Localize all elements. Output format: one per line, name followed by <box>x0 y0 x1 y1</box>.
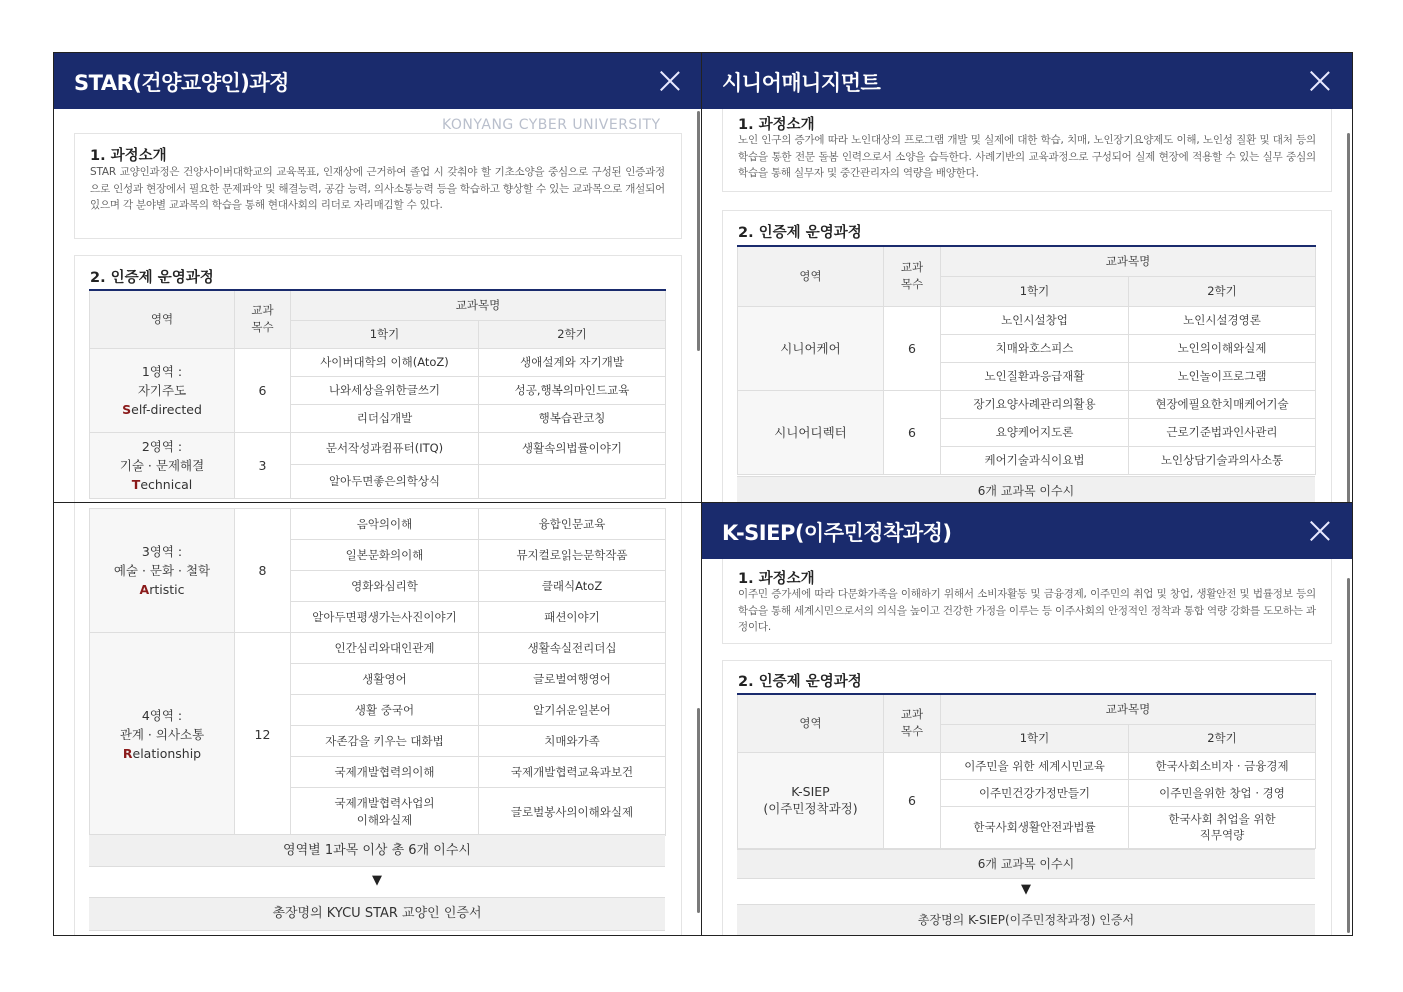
star-panel-header <box>54 53 702 109</box>
course-cell: 알아두면좋은의학상식 <box>291 464 479 498</box>
semester2-header: 2학기 <box>1129 276 1316 306</box>
course-cell: 생활영어 <box>291 664 479 695</box>
course-cell: 노인질환과응급재활 <box>941 362 1129 390</box>
requirement-row: 영역별 1과목 이상 총 6개 이수시 <box>89 834 665 867</box>
area-english-cap: T <box>131 476 141 492</box>
course-cell: 근로기준법과인사관리 <box>1129 418 1316 446</box>
star-panel-title: STAR(건양교양인)과정 <box>74 71 289 95</box>
course-cell: 현장에필요한치매케어기술 <box>1129 390 1316 418</box>
course-cell: 행복습관코칭 <box>479 404 666 432</box>
area-count: 6 <box>884 752 941 848</box>
table-heading: 2. 인증제 운영과정 <box>738 225 862 241</box>
area-label: 3영역 : <box>141 544 183 559</box>
course-cell: 노인시설경영론 <box>1129 306 1316 334</box>
area-sub: 예술 · 문화 · 철학 <box>113 563 211 578</box>
intro-box <box>74 133 682 239</box>
course-cell: 성공,행복의마인드교육 <box>479 376 666 404</box>
area-english-cap: A <box>139 582 150 597</box>
course-cell: 치매와가족 <box>479 726 666 757</box>
scrollbar[interactable] <box>1347 578 1350 933</box>
scrollbar[interactable] <box>697 708 700 913</box>
requirement-row: 6개 교과목 이수시 <box>737 476 1315 503</box>
course-cell: 음악의이해 <box>291 509 479 540</box>
watermark-text: KONYANG CYBER UNIVERSITY <box>442 117 661 133</box>
ksiep-course-table <box>737 693 1316 849</box>
course-cell: 노인의이해와실제 <box>1129 334 1316 362</box>
area-english-rest: echnical <box>140 476 193 492</box>
down-arrow-icon: ▼ <box>372 873 382 888</box>
course-cell: 사이버대학의 이해(AtoZ) <box>291 348 479 376</box>
course-cell: 요양케어지도론 <box>941 418 1129 446</box>
area-english <box>94 475 230 494</box>
course-cell <box>479 464 666 498</box>
star-course-panel <box>53 52 702 503</box>
intro-text: STAR 교양인과정은 건양사이버대학교의 교육목표, 인재상에 근거하여 졸업 시 갖춰야 할 기초소양을 중심으로 구성된 인증과정으로 인성과 현장에서 필요한 문제파악 및 해결능력, 공감 능력, 의사소통능력 등을 학습하고 향상할 수 있는 교과목으로 개설되어 있으며 각 분야별 교과목의 학습을 통해 현대사회의 리더로 자리매김할 수 있다. <box>90 166 665 211</box>
area-sub: 관계 · 의사소통 <box>119 726 205 742</box>
table-heading: 2. 인증제 운영과정 <box>90 270 214 286</box>
scrollbar[interactable] <box>1347 133 1350 503</box>
course-cell: 이주민을 위한 세계시민교육 <box>941 752 1129 779</box>
area-header: 영역 <box>738 246 884 306</box>
count-header: 교과 목수 <box>235 290 291 348</box>
course-cell: 자존감을 키우는 대화법 <box>291 726 479 757</box>
area-count: 6 <box>884 306 941 390</box>
intro-heading: 1. 과정소개 <box>738 571 815 587</box>
area-count: 6 <box>884 390 941 474</box>
course-cell: 문서작성과컴퓨터(ITQ) <box>291 432 479 464</box>
course-cell: 나와세상을위한글쓰기 <box>291 376 479 404</box>
course-cell: 클래식AtoZ <box>479 571 666 602</box>
area-english-rest: elationship <box>132 745 202 761</box>
intro-text: 이주민 증가세에 따라 다문화가족을 이해하기 위해서 소비자활동 및 금융경제, 이주민의 취업 및 창업, 생활안전 및 법률정보 등의 학습을 통해 세계시민으로서의 의식을 높이고 건강한 가정을 이루는 등 이주사회의 안정적인 정착과 통합 역량 강화를 도모하는 과정이다. <box>738 588 1316 633</box>
close-icon[interactable] <box>660 71 680 91</box>
subjects-header: 교과목명 <box>941 246 1316 276</box>
area-sub: 기술 · 문제해결 <box>119 457 205 473</box>
area-cell <box>90 633 235 836</box>
area-count: 3 <box>235 432 291 498</box>
area-cell: K-SIEP (이주민정착과정) <box>738 752 884 848</box>
requirement-row: 6개 교과목 이수시 <box>737 849 1315 879</box>
subjects-header: 교과목명 <box>941 694 1316 724</box>
course-cell: 일본문화의이해 <box>291 540 479 571</box>
course-cell: 국제개발협력교육과보건 <box>479 757 666 788</box>
intro-box <box>722 109 1332 192</box>
table-heading: 2. 인증제 운영과정 <box>738 674 862 690</box>
area-sub: 자기주도 <box>137 382 187 398</box>
area-label: 1영역 : <box>141 363 183 379</box>
intro-heading: 1. 과정소개 <box>738 117 815 133</box>
area-english-rest: rtistic <box>149 582 185 597</box>
course-cell: 알기쉬운일본어 <box>479 695 666 726</box>
area-label: 4영역 : <box>141 707 183 723</box>
course-cell: 인간심리와대인관계 <box>291 633 479 664</box>
area-english <box>94 580 230 599</box>
semester1-header: 1학기 <box>291 320 479 348</box>
close-icon[interactable] <box>1310 521 1330 541</box>
course-cell: 한국사회소비자 · 금융경제 <box>1129 752 1316 779</box>
course-cell: 국제개발협력사업의 이해와실제 <box>291 788 479 836</box>
count-header: 교과 목수 <box>884 694 941 752</box>
area-header: 영역 <box>738 694 884 752</box>
star-course-table-continued <box>89 508 666 836</box>
area-cell: 시니어디렉터 <box>738 390 884 474</box>
course-cell: 리더십개발 <box>291 404 479 432</box>
senior-course-table <box>737 245 1316 475</box>
semester1-header: 1학기 <box>941 276 1129 306</box>
ksiep-panel-title: K-SIEP(이주민정착과정) <box>722 521 952 545</box>
course-cell: 생활속의법률이야기 <box>479 432 666 464</box>
course-cell: 알아두면평생가는사진이야기 <box>291 602 479 633</box>
down-arrow-icon: ▼ <box>1021 882 1031 897</box>
intro-text: 노인 인구의 증가에 따라 노인대상의 프로그램 개발 및 실제에 대한 학습, 치매, 노인장기요양제도 이해, 노인성 질환 및 대처 등의 학습을 통한 전문 돌봄 인력으로서 소양을 습득한다. 사례기반의 교육과정으로 구성되어 실제 현장에 적용할 수 있는 실무 중심의 학습을 통해 실무자 및 중간관리자의 역량을 배양한다. <box>738 134 1316 179</box>
area-english-cap: R <box>122 745 133 761</box>
course-cell: 영화와심리학 <box>291 571 479 602</box>
intro-heading: 1. 과정소개 <box>90 148 167 164</box>
star-course-panel-continued <box>53 502 702 936</box>
course-cell: 뮤지컬로읽는문학작품 <box>479 540 666 571</box>
course-cell: 글로벌여행영어 <box>479 664 666 695</box>
course-cell: 케어기술과식이요법 <box>941 446 1129 474</box>
course-cell: 생활 중국어 <box>291 695 479 726</box>
area-cell <box>90 509 235 633</box>
course-cell: 융합인문교육 <box>479 509 666 540</box>
certificate-row: 총장명의 K-SIEP(이주민정착과정) 인증서 <box>737 904 1315 936</box>
course-cell: 장기요양사례관리의활용 <box>941 390 1129 418</box>
ksiep-panel-header <box>702 503 1352 559</box>
semester2-header: 2학기 <box>479 320 666 348</box>
scrollbar[interactable] <box>697 111 700 351</box>
course-cell: 노인상담기술과의사소통 <box>1129 446 1316 474</box>
course-cell: 치매와호스피스 <box>941 334 1129 362</box>
area-english <box>94 744 230 763</box>
area-cell <box>90 348 235 432</box>
area-count: 6 <box>235 348 291 432</box>
area-header: 영역 <box>90 290 235 348</box>
area-count: 8 <box>235 509 291 633</box>
semester2-header: 2학기 <box>1129 724 1316 752</box>
area-english-rest: elf-directed <box>131 401 202 417</box>
area-english <box>94 400 230 419</box>
senior-panel-title: 시니어매니지먼트 <box>722 71 881 95</box>
senior-panel-header <box>702 53 1352 109</box>
certificate-row: 총장명의 KYCU STAR 교양인 인증서 <box>89 897 665 931</box>
close-icon[interactable] <box>1310 71 1330 91</box>
intro-box <box>722 559 1332 644</box>
course-cell: 국제개발협력의이해 <box>291 757 479 788</box>
subjects-header: 교과목명 <box>291 290 666 320</box>
course-cell: 글로벌봉사의이해와실제 <box>479 788 666 836</box>
course-cell: 한국사회생활안전과법률 <box>941 806 1129 848</box>
course-cell: 패션이야기 <box>479 602 666 633</box>
course-cell: 생활속실전리더십 <box>479 633 666 664</box>
course-cell: 노인시설창업 <box>941 306 1129 334</box>
area-english-cap: S <box>122 401 132 417</box>
course-cell: 이주민을위한 창업 · 경영 <box>1129 779 1316 806</box>
senior-management-panel <box>701 52 1353 503</box>
ksiep-panel <box>701 502 1353 936</box>
course-cell: 한국사회 취업을 위한 직무역량 <box>1129 806 1316 848</box>
course-cell: 생애설계와 자기개발 <box>479 348 666 376</box>
course-cell: 이주민건강가정만들기 <box>941 779 1129 806</box>
course-cell: 노인놀이프로그램 <box>1129 362 1316 390</box>
area-cell: 시니어케어 <box>738 306 884 390</box>
count-header: 교과 목수 <box>884 246 941 306</box>
area-label: 2영역 : <box>141 438 183 454</box>
star-course-table <box>89 289 666 499</box>
semester1-header: 1학기 <box>941 724 1129 752</box>
area-cell <box>90 432 235 498</box>
area-count: 12 <box>235 633 291 836</box>
